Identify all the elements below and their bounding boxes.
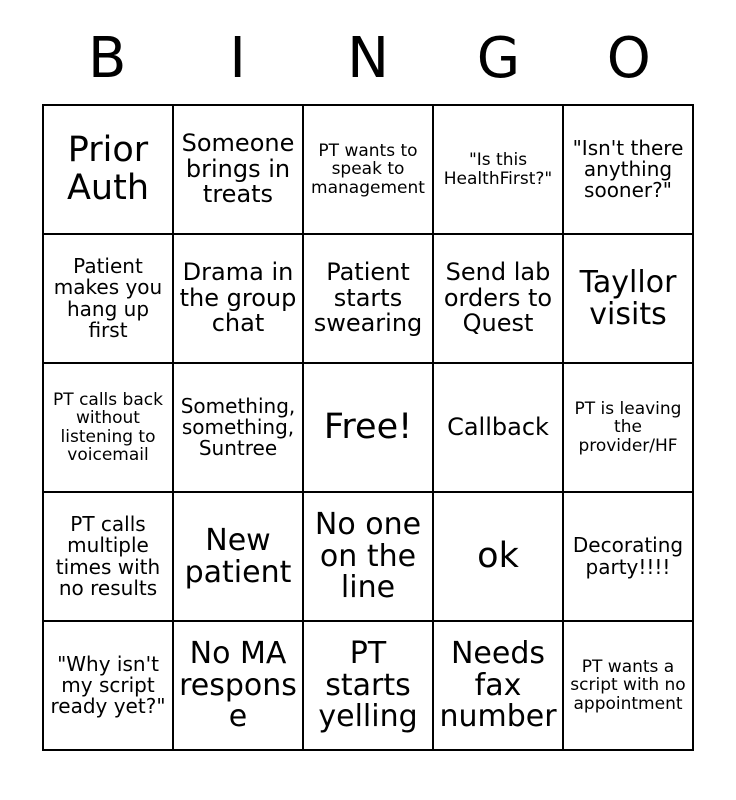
bingo-cell[interactable]	[563, 492, 693, 621]
bingo-cell-free[interactable]	[303, 363, 433, 492]
bingo-cell[interactable]	[433, 621, 563, 750]
bingo-cell-text: PT starts yelling	[318, 635, 418, 735]
header-letter-n: N	[347, 26, 389, 91]
bingo-cell-text: Callback	[447, 412, 549, 441]
bingo-row	[43, 363, 693, 492]
bingo-cell-text: ok	[477, 535, 519, 576]
bingo-cell[interactable]	[563, 105, 693, 234]
bingo-cell-text: PT is leaving the provider/HF	[574, 399, 682, 456]
bingo-row	[43, 621, 693, 750]
bingo-cell-text: Send lab orders to Quest	[443, 258, 553, 338]
bingo-cell[interactable]	[563, 621, 693, 750]
bingo-cell[interactable]	[173, 234, 303, 363]
bingo-cell[interactable]	[433, 492, 563, 621]
header-letter-b: B	[87, 26, 127, 91]
bingo-cell-text: Someone brings in treats	[181, 129, 295, 209]
header-letter-g: G	[476, 26, 521, 91]
bingo-row	[43, 105, 693, 234]
bingo-cell-text: "Why isn't my script ready yet?"	[50, 651, 166, 719]
header-letter-o: O	[606, 26, 651, 91]
bingo-cell-text: Patient makes you hang up first	[53, 254, 163, 342]
bingo-cell[interactable]	[303, 621, 433, 750]
bingo-cell-text: Needs fax number	[439, 635, 557, 735]
bingo-cell[interactable]	[303, 492, 433, 621]
bingo-cell[interactable]	[433, 234, 563, 363]
bingo-cell[interactable]	[563, 234, 693, 363]
bingo-cell[interactable]	[43, 234, 173, 363]
bingo-cell[interactable]	[43, 363, 173, 492]
bingo-cell-text: "Isn't there anything sooner?"	[572, 135, 684, 203]
bingo-cell[interactable]	[433, 363, 563, 492]
bingo-cell[interactable]	[43, 621, 173, 750]
bingo-header	[42, 24, 694, 94]
bingo-cell[interactable]	[563, 363, 693, 492]
bingo-cell[interactable]	[433, 105, 563, 234]
bingo-cell-text: Drama in the group chat	[179, 258, 297, 338]
bingo-cell[interactable]	[303, 105, 433, 234]
bingo-cell-text: Decorating party!!!!	[572, 533, 684, 579]
bingo-cell[interactable]	[173, 621, 303, 750]
bingo-cell-text: Something, something, Suntree	[180, 393, 296, 461]
bingo-cell-text: "Is this HealthFirst?"	[443, 150, 553, 189]
bingo-grid	[42, 104, 694, 751]
bingo-cell[interactable]	[173, 105, 303, 234]
bingo-cell[interactable]	[43, 492, 173, 621]
bingo-cell[interactable]	[43, 105, 173, 234]
bingo-cell-text: Prior Auth	[66, 130, 150, 208]
bingo-cell-text: PT wants to speak to management	[311, 141, 425, 198]
bingo-cell[interactable]	[303, 234, 433, 363]
bingo-cell-text: Free!	[323, 406, 413, 447]
bingo-cell[interactable]	[173, 492, 303, 621]
bingo-row	[43, 234, 693, 363]
bingo-cell-text: New patient	[184, 522, 292, 590]
bingo-cell[interactable]	[173, 363, 303, 492]
bingo-cell-text: PT calls multiple times with no results	[55, 512, 161, 600]
bingo-cell-text: Patient starts swearing	[313, 258, 423, 338]
bingo-cell-text: No one on the line	[314, 506, 422, 606]
header-letter-i: I	[229, 26, 246, 91]
bingo-cell-text: Tayllor visits	[579, 264, 677, 332]
bingo-row	[43, 492, 693, 621]
bingo-cell-text: PT calls back without listening to voicemail	[53, 390, 163, 465]
bingo-cell-text: No MA response	[179, 635, 297, 735]
bingo-cell-text: PT wants a script with no appointment	[570, 657, 686, 714]
